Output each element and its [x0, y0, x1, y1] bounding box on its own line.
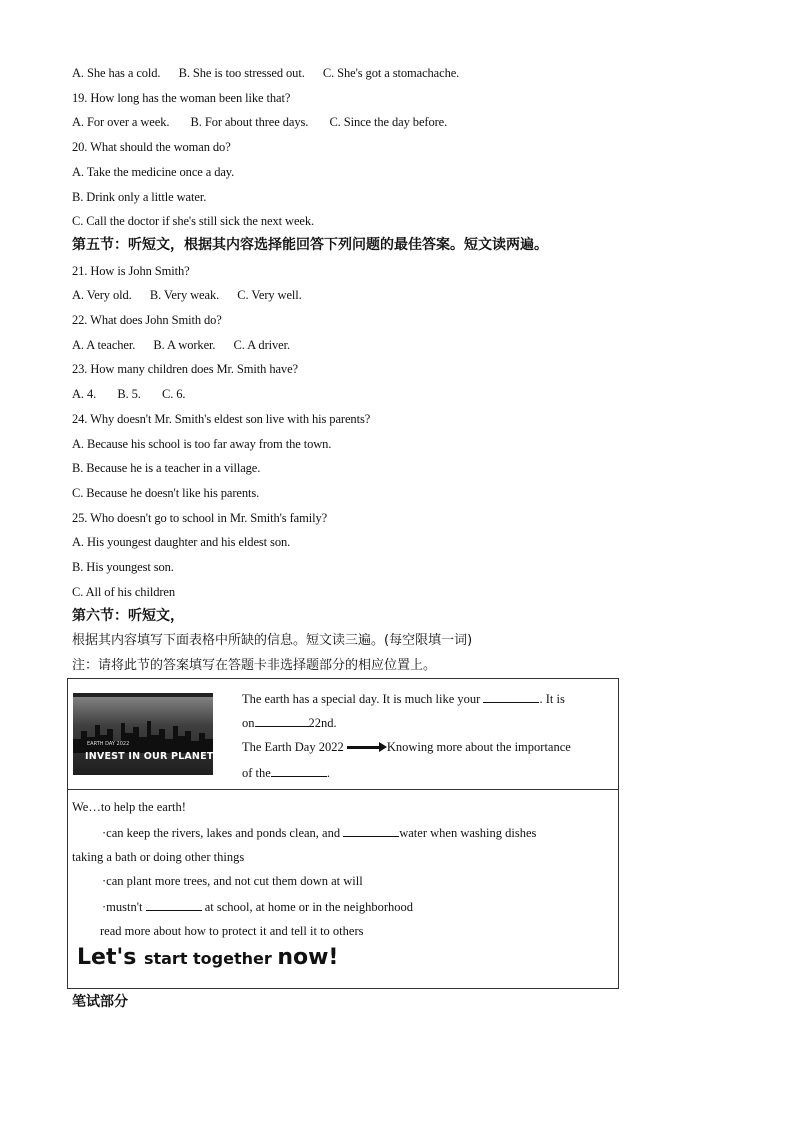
q24-question: 24. Why doesn't Mr. Smith's eldest son live with his parents? [72, 412, 371, 426]
q20-option-a: A. Take the medicine once a day. [72, 165, 235, 179]
blank-3[interactable] [271, 764, 327, 777]
q19-options: A. For over a week. B. For about three days. C. Since the day before. [72, 115, 448, 129]
slogan: Let's start together now! [77, 945, 339, 970]
section6-heading: 第六节：听短文， [72, 608, 184, 624]
bullet-3: ·mustn't at school, at home or in the neighborhood [102, 900, 413, 914]
bullet-4: read more about how to protect it and tell it to others [100, 924, 364, 938]
q19-question: 19. How long has the woman been like that? [72, 91, 291, 105]
q20-question: 20. What should the woman do? [72, 140, 231, 154]
blank-5[interactable] [146, 898, 202, 911]
q18-options: A. She has a cold. B. She is too stressed out. C. She's got a stomachache. [72, 66, 460, 80]
q24-option-c: C. Because he doesn't like his parents. [72, 486, 260, 500]
blank-2[interactable] [255, 714, 309, 727]
q22-question: 22. What does John Smith do? [72, 313, 222, 327]
earth-day-image [73, 693, 213, 775]
row4: of the . [242, 766, 330, 780]
q25-question: 25. Who doesn't go to school in Mr. Smith's family? [72, 511, 328, 525]
earth-day-caption: EARTH DAY 2022 [87, 741, 130, 747]
q24-option-b: B. Because he is a teacher in a village. [72, 461, 261, 475]
earth-day-info-table [67, 678, 619, 989]
row1: The earth has a special day. It is much like your . It is [242, 692, 565, 706]
bullet-1-cont: taking a bath or doing other things [72, 850, 245, 864]
q20-option-c: C. Call the doctor if she's still sick the next week. [72, 214, 315, 228]
arrow-right-icon [347, 743, 387, 753]
section5-heading: 第五节：听短文，根据其内容选择能回答下列问题的最佳答案。短文读两遍。 [72, 237, 548, 253]
table-divider [68, 789, 618, 790]
q21-question: 21. How is John Smith? [72, 264, 190, 278]
q25-option-a: A. His youngest daughter and his eldest son. [72, 535, 291, 549]
we-line: We…to help the earth! [72, 800, 186, 814]
bullet-2: ·can plant more trees, and not cut them down at will [102, 874, 363, 888]
city-skyline-icon [73, 717, 213, 753]
q23-options: A. 4. B. 5. C. 6. [72, 387, 186, 401]
q21-options: A. Very old. B. Very weak. C. Very well. [72, 288, 302, 302]
blank-1[interactable] [483, 690, 539, 703]
q25-option-b: B. His youngest son. [72, 560, 174, 574]
bullet-1: ·can keep the rivers, lakes and ponds clean, and water when washing dishes [102, 826, 537, 840]
q24-option-a: A. Because his school is too far away from the town. [72, 437, 332, 451]
written-part-heading: 笔试部分 [72, 994, 128, 1010]
section6-instructions: 根据其内容填写下面表格中所缺的信息。短文读三遍。(每空限填一词) [72, 633, 473, 648]
q20-option-b: B. Drink only a little water. [72, 190, 207, 204]
row2: on 22nd. [242, 716, 337, 730]
section6-note: 注：请将此节的答案填写在答题卡非选择题部分的相应位置上。 [72, 658, 437, 673]
q23-question: 23. How many children does Mr. Smith have? [72, 362, 298, 376]
q25-option-c: C. All of his children [72, 585, 176, 599]
q22-options: A. A teacher. B. A worker. C. A driver. [72, 338, 291, 352]
blank-4[interactable] [343, 824, 399, 837]
invest-banner: INVEST IN OUR PLANET [85, 751, 213, 762]
row3: The Earth Day 2022 Knowing more about the importance [242, 740, 571, 754]
